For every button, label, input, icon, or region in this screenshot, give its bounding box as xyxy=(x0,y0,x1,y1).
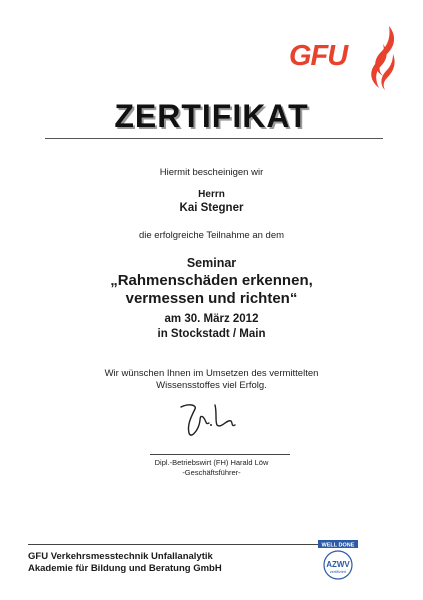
course-title-line1: „Rahmenschäden erkennen, xyxy=(110,272,313,289)
gfu-logo xyxy=(289,24,399,92)
course-place: in Stockstadt / Main xyxy=(157,328,266,340)
signatory-name: Dipl.-Betriebswirt (FH) Harald Löw xyxy=(154,458,269,467)
course-date: am 30. März 2012 xyxy=(164,313,259,325)
course-title-line2: vermessen und richten“ xyxy=(125,290,298,307)
badge-main-text: AZWV xyxy=(326,560,350,569)
azwv-certification-badge xyxy=(316,538,360,582)
logo-text: GFU xyxy=(289,40,348,72)
course-type: Seminar xyxy=(186,256,237,270)
signature-image xyxy=(175,395,245,441)
flame-icon xyxy=(359,24,399,92)
footer-divider xyxy=(28,544,324,545)
badge-top-text: WELL DONE xyxy=(321,542,355,549)
badge-sub-text: zertifiziert xyxy=(329,570,347,574)
certificate-title: ZERTIFIKAT xyxy=(114,98,309,134)
intro-text: Hiermit bescheinigen wir xyxy=(159,167,264,178)
footer-company-line2: Akademie für Bildung und Beratung GmbH xyxy=(28,563,222,574)
wish-line2: Wissensstoffes viel Erfolg. xyxy=(156,380,267,391)
footer-company-line1: GFU Verkehrsmesstechnik Unfallanalytik xyxy=(28,551,213,562)
signatory-role: -Geschäftsführer- xyxy=(182,468,241,477)
wish-line1: Wir wünschen Ihnen im Umsetzen des vermittelten xyxy=(104,368,319,379)
recipient-name: Kai Stegner xyxy=(179,202,244,214)
signature-line xyxy=(150,454,290,455)
title-divider xyxy=(45,138,383,139)
participation-text: die erfolgreiche Teilnahme an dem xyxy=(138,230,285,241)
salutation: Herrn xyxy=(198,189,225,200)
